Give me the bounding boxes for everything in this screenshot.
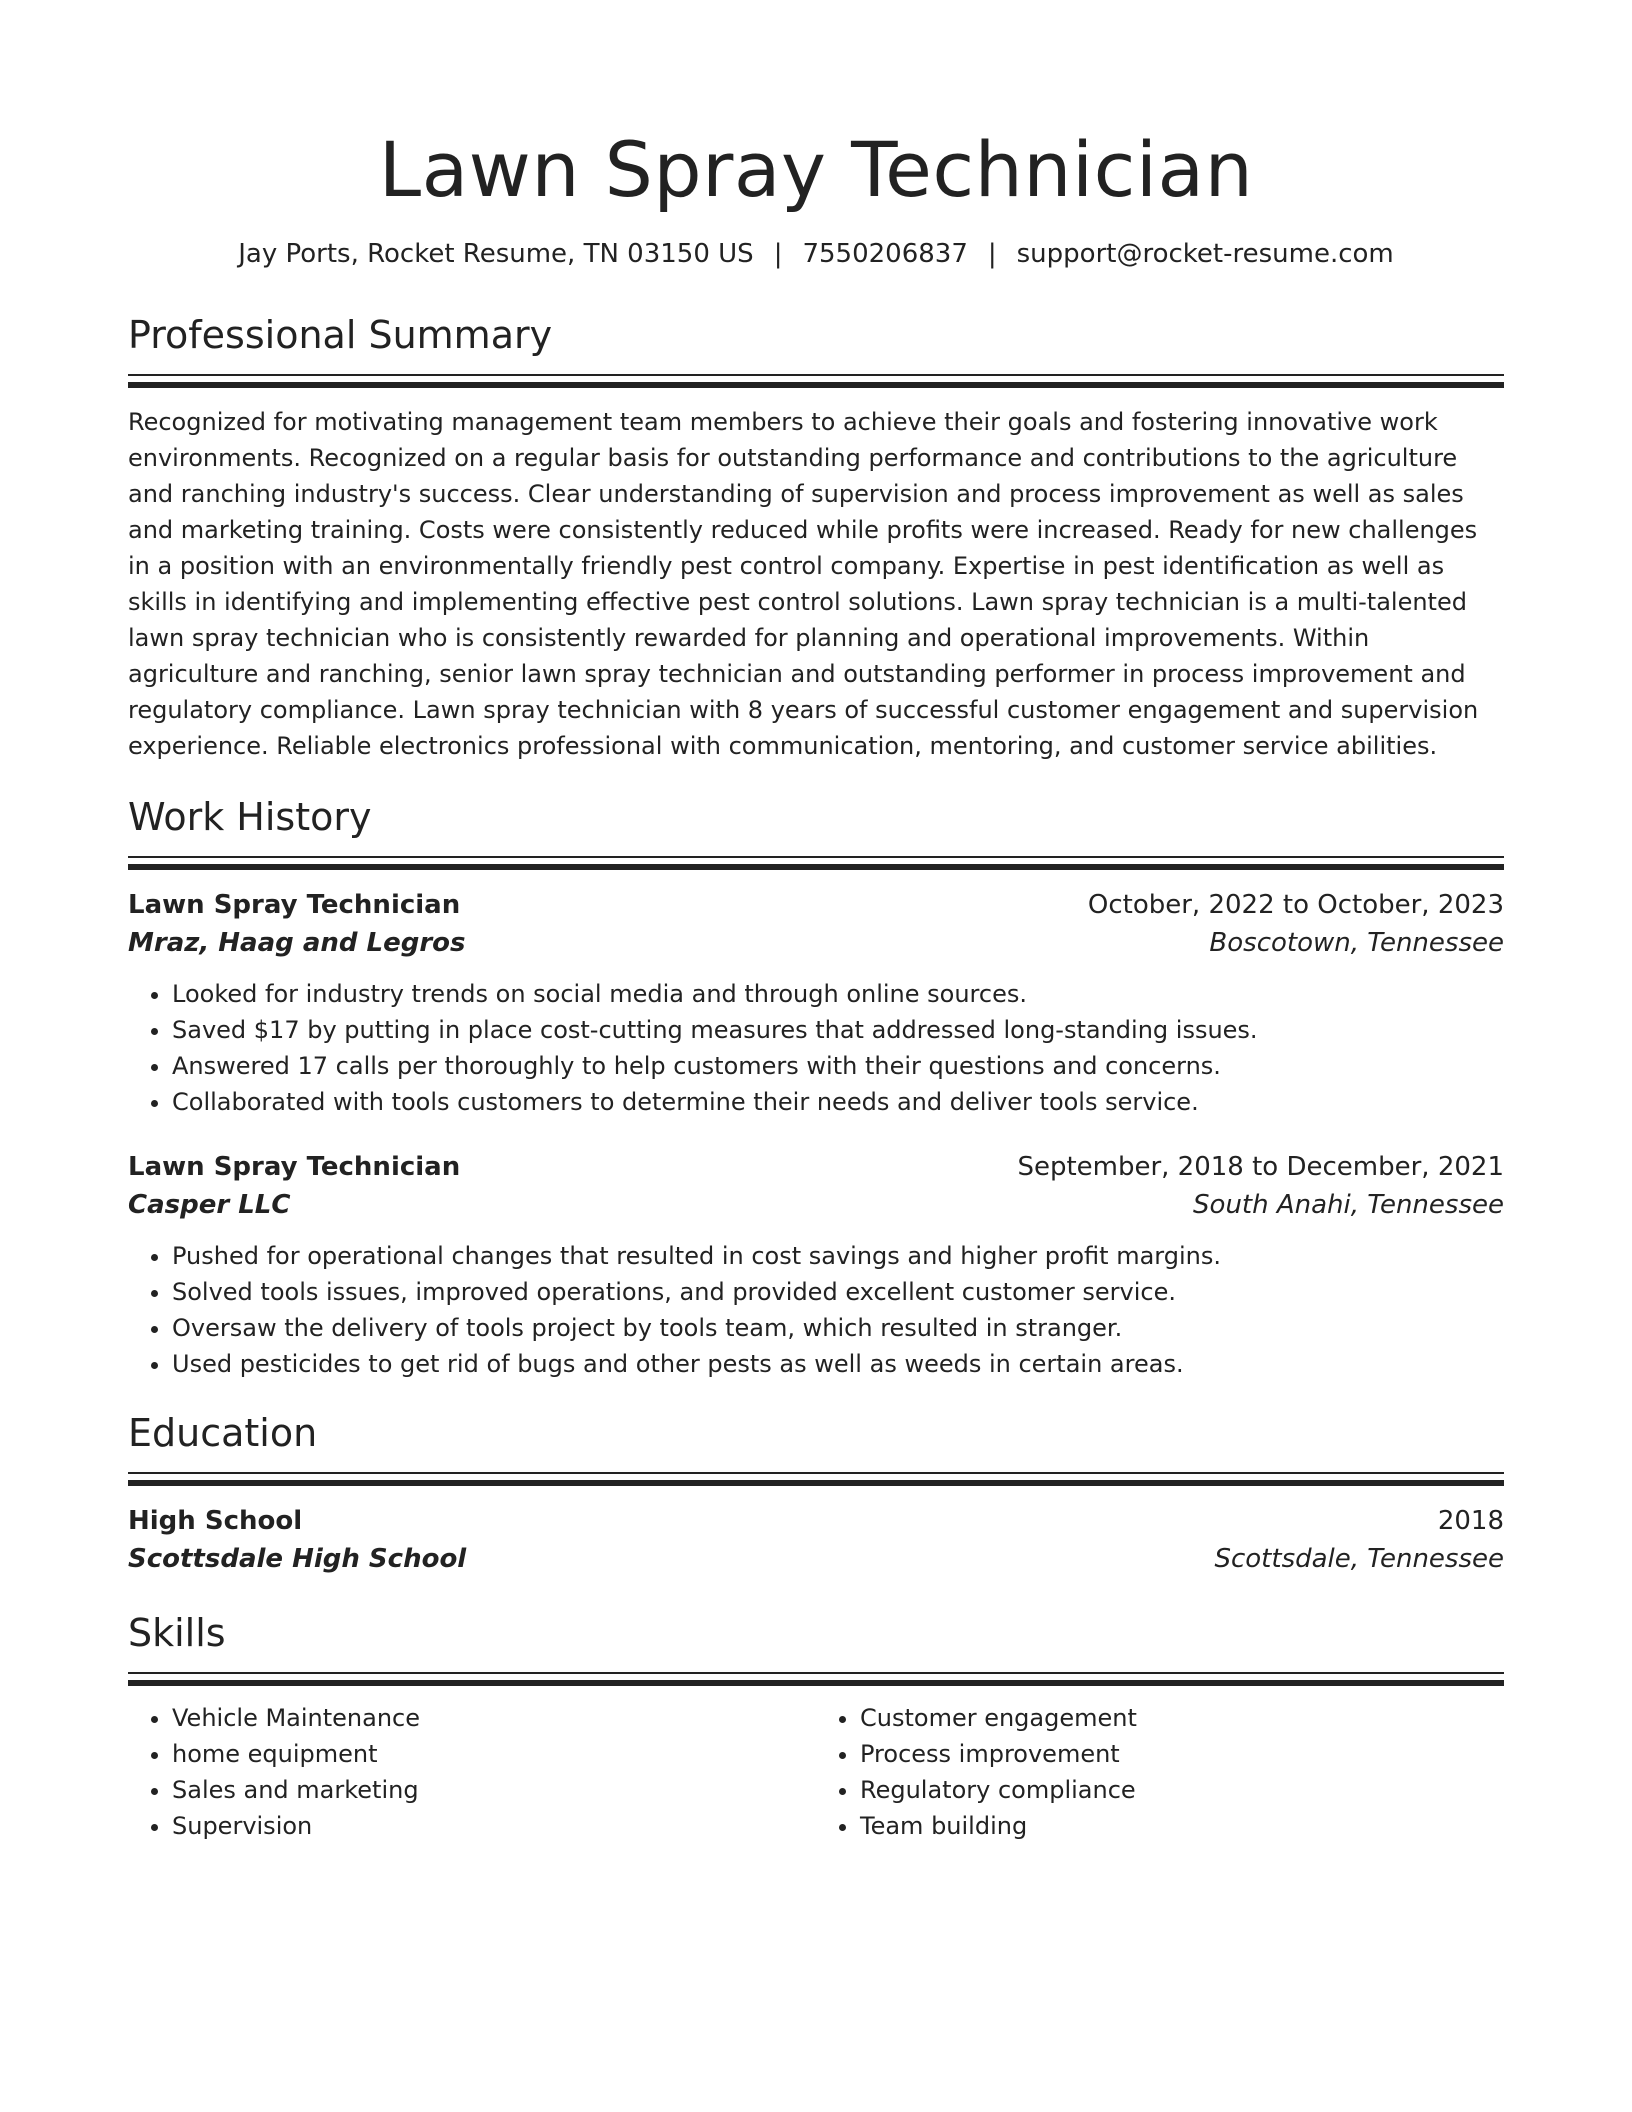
job-bullet-list bbox=[128, 1238, 1504, 1382]
job-entry bbox=[128, 1148, 1504, 1382]
skill-item: • Regulatory compliance bbox=[860, 1772, 1504, 1808]
skill-item: • Customer engagement bbox=[860, 1700, 1504, 1736]
skills-section bbox=[128, 1608, 1504, 1844]
education-entry bbox=[128, 1502, 1504, 1578]
summary-paragraph: Recognized for motivating management team members to achieve their goals and fostering innovative work environments. Recognized on a regular basis for outstanding performance and contributions to the agriculture and ranching industry's success. Clear understanding of supervision and process improvement as well as sales and marketing training. Costs were consistently reduced while profits were increased. Ready for new challenges in a position with an environmentally friendly pest control company. Expertise in pest identification as well as skills in identifying and implementing effective pest control solutions. Lawn spray technician is a multi-talented lawn spray technician who is consistently rewarded for planning and operational improvements. Within agriculture and ranching, senior lawn spray technician and outstanding performer in process improvement and regulatory compliance. Lawn spray technician with 8 years of successful customer engagement and supervision experience. Reliable electronics professional with communication, mentoring, and customer service abilities. bbox=[128, 408, 1479, 760]
contact-phone: 7550206837 bbox=[802, 239, 968, 269]
skill-item: • Supervision bbox=[172, 1808, 816, 1844]
education-section bbox=[128, 1408, 1504, 1578]
skill-item: • Process improvement bbox=[860, 1736, 1504, 1772]
job-location: Boscotown, Tennessee bbox=[1209, 928, 1504, 958]
section-divider bbox=[128, 1672, 1504, 1686]
job-bullet: • Solved tools issues, improved operations, and provided excellent customer service. bbox=[172, 1274, 1504, 1310]
skills-grid bbox=[128, 1700, 1504, 1844]
skills-column-right bbox=[816, 1700, 1504, 1844]
job-bullet: • Used pesticides to get rid of bugs and other pests as well as weeds in certain areas. bbox=[172, 1346, 1504, 1382]
skill-item: • home equipment bbox=[172, 1736, 816, 1772]
professional-summary-section bbox=[128, 310, 1504, 764]
section-heading-summary: Professional Summary bbox=[128, 313, 553, 357]
job-employer: Mraz, Haag and Legros bbox=[128, 928, 466, 958]
skill-item: • Team building bbox=[860, 1808, 1504, 1844]
contact-email: support@rocket-resume.com bbox=[1016, 239, 1394, 269]
education-degree: High School bbox=[128, 1506, 303, 1536]
work-history-section bbox=[128, 792, 1504, 1382]
job-dates: October, 2022 to October, 2023 bbox=[1087, 890, 1504, 920]
job-bullet: • Oversaw the delivery of tools project by tools team, which resulted in stranger. bbox=[172, 1310, 1504, 1346]
education-school: Scottsdale High School bbox=[128, 1544, 467, 1574]
job-bullet: • Pushed for operational changes that resulted in cost savings and higher profit margins. bbox=[172, 1238, 1504, 1274]
skill-item: • Vehicle Maintenance bbox=[172, 1700, 816, 1736]
contact-line bbox=[128, 236, 1504, 272]
contact-address: Jay Ports, Rocket Resume, TN 03150 US bbox=[238, 239, 754, 269]
job-bullet-list bbox=[128, 976, 1504, 1120]
section-heading-skills: Skills bbox=[128, 1611, 226, 1655]
job-employer: Casper LLC bbox=[128, 1190, 291, 1220]
job-location: South Anahi, Tennessee bbox=[1193, 1190, 1504, 1220]
skills-column-left bbox=[128, 1700, 816, 1844]
section-divider bbox=[128, 1472, 1504, 1486]
education-year: 2018 bbox=[1437, 1506, 1504, 1536]
job-bullet: • Saved $17 by putting in place cost-cutting measures that addressed long-standing issues. bbox=[172, 1012, 1504, 1048]
education-location: Scottsdale, Tennessee bbox=[1214, 1544, 1504, 1574]
section-divider bbox=[128, 856, 1504, 870]
section-divider bbox=[128, 374, 1504, 388]
job-title: Lawn Spray Technician bbox=[128, 890, 461, 920]
job-bullet: • Looked for industry trends on social media and through online sources. bbox=[172, 976, 1504, 1012]
section-heading-education: Education bbox=[128, 1411, 318, 1455]
section-heading-work: Work History bbox=[128, 795, 372, 839]
skill-item: • Sales and marketing bbox=[172, 1772, 816, 1808]
contact-separator: | bbox=[987, 239, 997, 269]
job-dates: September, 2018 to December, 2021 bbox=[1017, 1152, 1504, 1182]
job-entry bbox=[128, 886, 1504, 1120]
resume-title: Lawn Spray Technician bbox=[378, 125, 1254, 214]
contact-separator: | bbox=[773, 239, 783, 269]
job-title: Lawn Spray Technician bbox=[128, 1152, 461, 1182]
job-bullet: • Answered 17 calls per thoroughly to help customers with their questions and concerns. bbox=[172, 1048, 1504, 1084]
job-bullet: • Collaborated with tools customers to determine their needs and deliver tools service. bbox=[172, 1084, 1504, 1120]
